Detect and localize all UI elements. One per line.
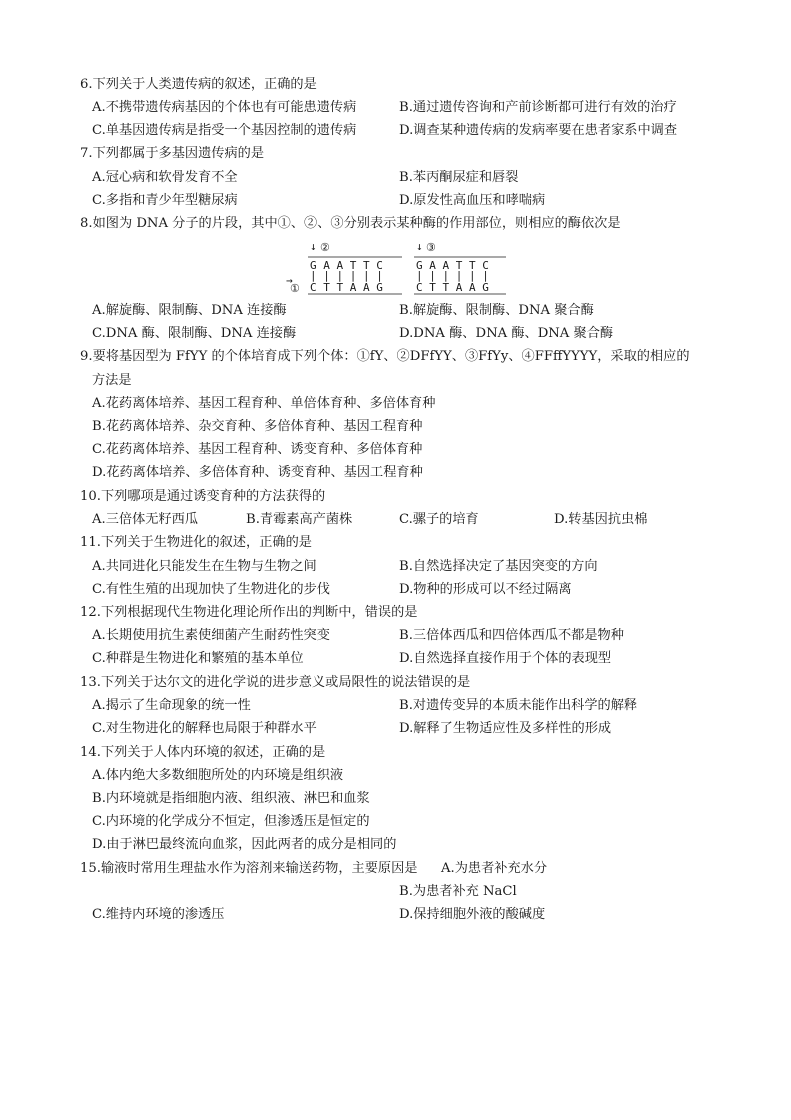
question-7-option-c: C.多指和青少年型糖尿病 [92,193,238,208]
question-11-stem: 11.下列关于生物进化的叙述，正确的是 [80,535,312,550]
bottom-strand-right: C T T A A G [416,281,489,294]
dna-fragment-figure [284,240,524,296]
question-11-option-a: A.共同进化只能发生在生物与生物之间 [92,559,317,574]
question-8-option-b: B.解旋酶、限制酶、DNA 聚合酶 [399,303,594,318]
question-13-stem: 13.下列关于达尔文的进化学说的进步意义或局限性的说法错误的是 [80,675,471,690]
question-14-option-d: D.由于淋巴最终流向血浆，因此两者的成分是相同的 [92,837,397,852]
question-14-option-b: B.内环境就是指细胞内液、组织液、淋巴和血浆 [92,791,370,806]
enzyme-site-3-mark: ③ [426,241,436,254]
enzyme-site-1-mark: ① [290,282,300,295]
question-15-option-b: B.为患者补充 NaCl [399,884,517,899]
question-9-option-d: D.花药离体培养、多倍体育种、诱变育种、基因工程育种 [92,465,423,480]
question-12-option-d: D.自然选择直接作用于个体的表现型 [399,651,612,666]
question-6-option-d: D.调查某种遗传病的发病率要在患者家系中调查 [399,123,678,138]
question-14-option-c: C.内环境的化学成分不恒定，但渗透压是恒定的 [92,814,370,829]
enzyme-site-2-mark: ② [320,241,330,254]
question-7-option-d: D.原发性高血压和哮喘病 [399,193,546,208]
question-15-stem: 15.输液时常用生理盐水作为溶剂来输送药物，主要原因是 [80,861,418,876]
bottom-strand-left: C T T A A G [310,281,383,294]
question-12-option-a: A.长期使用抗生素使细菌产生耐药性突变 [92,628,330,643]
question-11-option-b: B.自然选择决定了基因突变的方向 [399,559,598,574]
question-13-option-a: A.揭示了生命现象的统一性 [92,698,251,713]
question-9-option-a: A.花药离体培养、基因工程育种、单倍体育种、多倍体育种 [92,396,436,411]
question-12-option-b: B.三倍体西瓜和四倍体西瓜不都是物种 [399,628,624,643]
question-13-option-d: D.解释了生物适应性及多样性的形成 [399,721,612,736]
question-10-option-c: C.骡子的培育 [399,512,479,527]
question-15-option-a: A.为患者补充水分 [441,861,548,876]
question-13-option-c: C.对生物进化的解释也局限于种群水平 [92,721,317,736]
question-10-option-a: A.三倍体无籽西瓜 [92,512,199,527]
question-9-option-b: B.花药离体培养、杂交育种、多倍体育种、基因工程育种 [92,419,423,434]
arrow-down-3: ↓ [416,240,423,253]
question-15-option-c: C.维持内环境的渗透压 [92,907,225,922]
question-12-stem: 12.下列根据现代生物进化理论所作出的判断中，错误的是 [80,605,418,620]
question-9-option-c: C.花药离体培养、基因工程育种、诱变育种、多倍体育种 [92,442,423,457]
arrow-1: → [286,274,293,287]
question-9-stem: 9.要将基因型为 FfYY 的个体培育成下列个体：①fY、②DFfYY、③FfYy、④FFffYYYY，采取的相应的 [80,349,690,364]
question-6-option-c: C.单基因遗传病是指受一个基因控制的遗传病 [92,123,357,138]
question-14-option-a: A.体内绝大多数细胞所处的内环境是组织液 [92,768,344,783]
question-6-stem: 6.下列关于人类遗传病的叙述，正确的是 [80,77,317,92]
question-8-option-a: A.解旋酶、限制酶、DNA 连接酶 [92,303,287,318]
arrow-down-2: ↓ [310,240,317,253]
question-13-option-b: B.对遗传变异的本质未能作出科学的解释 [399,698,638,713]
question-12-option-c: C.种群是生物进化和繁殖的基本单位 [92,651,304,666]
question-10-option-d: D.转基因抗虫棉 [554,512,648,527]
question-9-stem-cont: 方法是 [92,373,132,388]
bonds-right: | | | | | | [416,269,489,282]
top-strand-right: G A A T T C [416,259,489,272]
question-14-stem: 14.下列关于人体内环境的叙述，正确的是 [80,745,326,760]
question-6-option-b: B.通过遗传咨询和产前诊断都可进行有效的治疗 [399,100,677,115]
bonds-left: | | | | | | [310,269,383,282]
question-15-option-d: D.保持细胞外液的酸碱度 [399,907,546,922]
question-8-option-c: C.DNA 酶、限制酶、DNA 连接酶 [92,326,297,341]
question-7-option-a: A.冠心病和软骨发育不全 [92,170,238,185]
top-strand-left: G A A T T C [310,259,383,272]
question-8-option-d: D.DNA 酶、DNA 酶、DNA 聚合酶 [399,326,614,341]
question-10-stem: 10.下列哪项是通过诱变育种的方法获得的 [80,489,326,504]
question-6-option-a: A.不携带遗传病基因的个体也有可能患遗传病 [92,100,357,115]
question-7-option-b: B.苯丙酮尿症和唇裂 [399,170,519,185]
question-11-option-c: C.有性生殖的出现加快了生物进化的步伐 [92,582,330,597]
question-8-stem: 8.如图为 DNA 分子的片段，其中①、②、③分别表示某种酶的作用部位，则相应的酶依次是 [80,216,621,231]
question-11-option-d: D.物种的形成可以不经过隔离 [399,582,572,597]
question-10-option-b: B.青霉素高产菌株 [246,512,353,527]
question-7-stem: 7.下列都属于多基因遗传病的是 [80,146,265,161]
